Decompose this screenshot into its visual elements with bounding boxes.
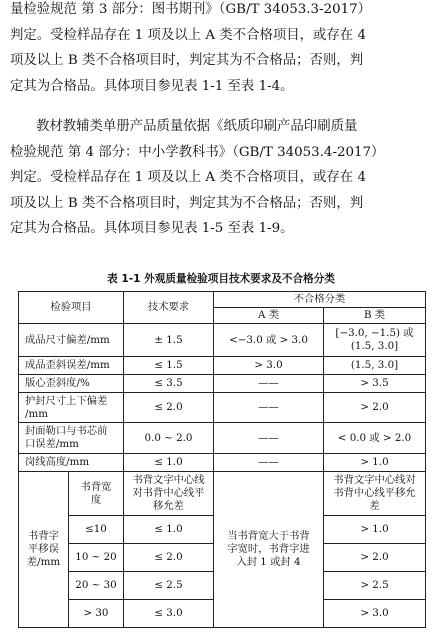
row-class-a: —— [214,393,324,423]
row-class-a: —— [214,375,324,393]
row-item-line: 口误差/mm [25,438,79,450]
row-class-a: —— [214,454,324,472]
spine-class-b-header-line: 差 [369,500,380,512]
row-class-b: > 3.5 [324,375,426,393]
row-class-b: < 0.0 或 > 2.0 [324,423,426,454]
header-class-b: B 类 [324,308,426,324]
spine-width: > 30 [69,600,124,628]
row-item [19,393,124,423]
row-requirement: ± 1.5 [124,324,214,357]
header-item: 检验项目 [19,292,124,324]
row-requirement: ≤ 1.0 [124,454,214,472]
spine-class-a [214,472,324,628]
spine-requirement: ≤ 3.0 [124,600,214,628]
row-class-a: > 3.0 [214,357,324,375]
table-header-row [19,292,426,308]
spine-label-line: 差/mm [26,556,61,568]
paragraph-line: 项及以上 B 类不合格项目时，判定其为不合格品；否则，判 [10,53,364,68]
row-class-b: > 2.0 [324,393,426,423]
row-item: 成品尺寸偏差/mm [19,324,124,357]
quality-table [18,291,426,628]
table-row [19,357,426,375]
row-class-a: <−3.0 或 > 3.0 [214,324,324,357]
spine-class-b: > 3.0 [324,600,426,628]
spine-class-b: > 2.5 [324,572,426,600]
row-requirement: ≤ 1.5 [124,357,214,375]
row-item [19,423,124,454]
paragraph-line: 定其为合格品。具体项目参见表 1-5 至表 1-9。 [10,221,294,236]
paragraph-2 [10,114,428,242]
table-row [19,393,426,423]
row-class-b-line: [−3.0, −1.5) 或 [335,327,414,339]
row-class-a: —— [214,423,324,454]
spine-header-row [19,472,426,516]
spine-requirement-header-line: 移允差 [153,500,184,512]
spine-label-line: 书背字 [28,530,59,542]
row-item: 岗线高度/mm [19,454,124,472]
row-class-b-line: (1.5, 3.0] [350,340,399,352]
paragraph-line: 定其为合格品。具体项目参见表 1-1 至表 1-4。 [10,78,294,94]
row-class-b: (1.5, 3.0] [324,357,426,375]
spine-requirement: ≤ 1.0 [124,516,214,544]
spine-width: 20 ~ 30 [69,572,124,600]
paragraph-line: 量检验规范 第 3 部分：图书期刊》（GB/T 34053.3-2017） [10,2,372,17]
row-item: 版心歪斜度/% [19,375,124,393]
row-class-b: > 1.0 [324,454,426,472]
table-row [19,423,426,454]
spine-class-b-header-line: 书背文字中心线对 [333,474,416,486]
spine-class-a-line: 字宽时，书背字进 [227,543,310,555]
paragraph-line: 检验规范 第 4 部分：中小学教科书》（GB/T 34053.4-2017） [10,144,385,160]
paragraph-line: 判定。受检样品存在 1 项及以上 A 类不合格项目，或存在 4 [10,170,366,185]
spine-requirement-header [124,472,214,516]
row-item-line: 封面勒口与书芯前 [25,425,108,437]
paragraph-line: 项及以上 B 类不合格项目时，判定其为不合格品；否则，判 [10,195,364,211]
spine-width-header [69,472,124,516]
spine-class-b-header [324,472,426,516]
spine-width: 10 ~ 20 [69,544,124,572]
header-requirement: 技术要求 [124,292,214,324]
spine-class-a-line: 当书背宽大于书背 [227,530,310,542]
spine-class-b: > 2.0 [324,544,426,572]
paragraph-line: 教材教辅类单册产品质量依据《纸质印刷产品印刷质量 [36,119,358,134]
spine-class-b-header-line: 书背中心线平移允 [333,487,416,499]
paragraph-1 [10,0,428,99]
table-row [19,454,426,472]
table-caption: 表 1-1 外观质量检验项目技术要求及不合格分类 [107,273,335,285]
spine-requirement: ≤ 2.5 [124,572,214,600]
spine-label [19,472,69,628]
header-class-a: A 类 [214,308,324,324]
spine-width-header-line: 书背宽 [80,480,112,493]
spine-class-b: > 1.0 [324,516,426,544]
table-row [19,375,426,393]
spine-requirement-header-line: 书背文字中心线 [132,474,205,486]
spine-width-header-line: 度 [90,493,102,506]
row-item: 成品歪斜误差/mm [19,357,124,375]
spine-label-line: 平移误 [28,543,59,555]
header-nonconform: 不合格分类 [214,292,426,308]
spine-requirement-header-line: 对书背中心线平 [132,487,205,499]
paragraph-line: 判定。受检样品存在 1 项及以上 A 类不合格项目，或存在 4 [10,27,366,43]
spine-class-a-line: 入封 1 或封 4 [236,556,301,568]
spine-width: ≤10 [69,516,124,544]
row-requirement: 0.0 ~ 2.0 [124,423,214,454]
row-item-line: /mm [25,407,48,420]
row-requirement: ≤ 3.5 [124,375,214,393]
table-row [19,324,426,357]
row-item-line: 护封尺寸上下偏差 [25,394,108,407]
row-requirement: ≤ 2.0 [124,393,214,423]
spine-requirement: ≤ 2.0 [124,544,214,572]
row-class-b [324,324,426,357]
